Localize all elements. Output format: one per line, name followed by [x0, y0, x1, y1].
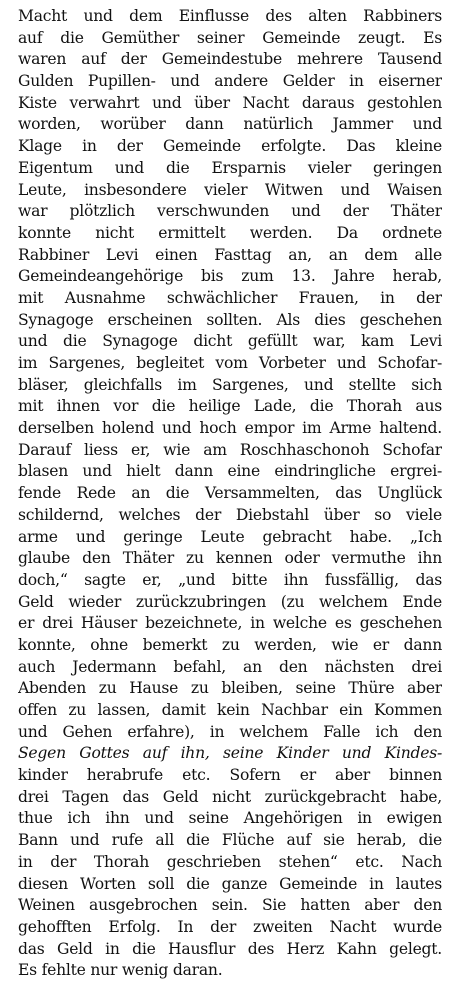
text-line: Klage in der Gemeinde erfolgte. Das kleine: [18, 137, 442, 156]
text-line: Geld wieder zurückzubringen (zu welchem Ende: [18, 592, 442, 611]
text-line: im Sargenes, begleitet vom Vorbeter und Schofar-: [18, 354, 442, 372]
text-line: er drei Häuser bezeichnete, in welche es geschehen: [18, 614, 442, 633]
text-line: arme und geringe Leute gebracht habe. „Ich: [18, 527, 442, 546]
text-line: gehofften Erfolg. In der zweiten Nacht wurde: [18, 917, 442, 936]
text-line: offen zu lassen, damit kein Nachbar ein Kommen: [18, 701, 442, 719]
text-line: worden, worüber dann natürlich Jammer und: [18, 115, 442, 134]
text-line: mit ihnen vor die heilige Lade, die Thorah aus: [18, 397, 442, 416]
text-line: in der Thorah geschrieben stehen“ etc. Nach: [18, 852, 442, 871]
text-line: diesen Worten soll die ganze Gemeinde in lautes: [18, 874, 442, 893]
text-line: Gulden Pupillen- und andere Gelder in eiserner: [18, 72, 442, 91]
text-line: Bann und rufe all die Flüche auf sie herab, die: [18, 831, 442, 850]
document-body: [18, 6, 442, 982]
text-line: Leute, insbesondere vieler Witwen und Waisen: [18, 180, 442, 199]
text-line: Macht und dem Einflusse des alten Rabbiners: [18, 7, 442, 25]
text-line: konnte, ohne bemerkt zu werden, wie er dann: [18, 635, 442, 654]
text-line: Abenden zu Hause zu bleiben, seine Thüre aber: [18, 679, 442, 698]
text-line: Segen Gottes auf ihn, seine Kinder und Kindes-: [18, 744, 442, 763]
text-line: Es fehlte nur wenig daran.: [18, 961, 223, 980]
text-line: konnte nicht ermittelt werden. Da ordnete: [18, 223, 442, 242]
text-line: schildernd, welches der Diebstahl über so viele: [18, 505, 442, 524]
text-line: Gemeindeangehörige bis zum 13. Jahre herab,: [18, 267, 442, 286]
text-line: bläser, gleichfalls im Sargenes, und stellte sich: [18, 375, 442, 394]
text-line: glaube den Thäter zu kennen oder vermuthe ihn: [18, 549, 442, 568]
text-line: auch Jedermann befahl, an den nächsten drei: [18, 657, 442, 676]
text-line: doch,“ sagte er, „und bitte ihn fussfällig, das: [18, 570, 442, 589]
text-line: derselben holend und hoch empor im Arme haltend.: [18, 419, 442, 438]
text-line: das Geld in die Hausflur des Herz Kahn gelegt.: [18, 939, 442, 958]
text-line: thue ich ihn und seine Angehörigen in ewigen: [18, 809, 442, 828]
text-line: Weinen ausgebrochen sein. Sie hatten aber den: [18, 896, 442, 915]
text-line: und die Synagoge dicht gefüllt war, kam Levi: [18, 332, 442, 351]
text-line: Darauf liess er, wie am Roschhaschonoh Schofar: [18, 440, 442, 459]
text-line: drei Tagen das Geld nicht zurückgebracht habe,: [18, 787, 442, 806]
text-line: auf die Gemüther seiner Gemeinde zeugt. Es: [18, 28, 442, 47]
text-line: Rabbiner Levi einen Fasttag an, an dem alle: [18, 245, 442, 264]
text-line: und Gehen erfahre), in welchem Falle ich den: [18, 722, 442, 741]
text-line: Kiste verwahrt und über Nacht daraus gestohlen: [18, 93, 442, 112]
text-line: mit Ausnahme schwächlicher Frauen, in der: [18, 288, 442, 307]
text-line: Synagoge erscheinen sollten. Als dies geschehen: [18, 310, 442, 329]
text-line: fende Rede an die Versammelten, das Unglück: [18, 484, 442, 503]
text-line: war plötzlich verschwunden und der Thäter: [18, 202, 442, 221]
text-line: kinder herabrufe etc. Sofern er aber binnen: [18, 766, 442, 785]
text-line: blasen und hielt dann eine eindringliche ergrei-: [18, 462, 442, 481]
text-line: waren auf der Gemeindestube mehrere Tausend: [18, 50, 442, 69]
text-line: Eigentum und die Ersparnis vieler geringen: [18, 158, 442, 177]
